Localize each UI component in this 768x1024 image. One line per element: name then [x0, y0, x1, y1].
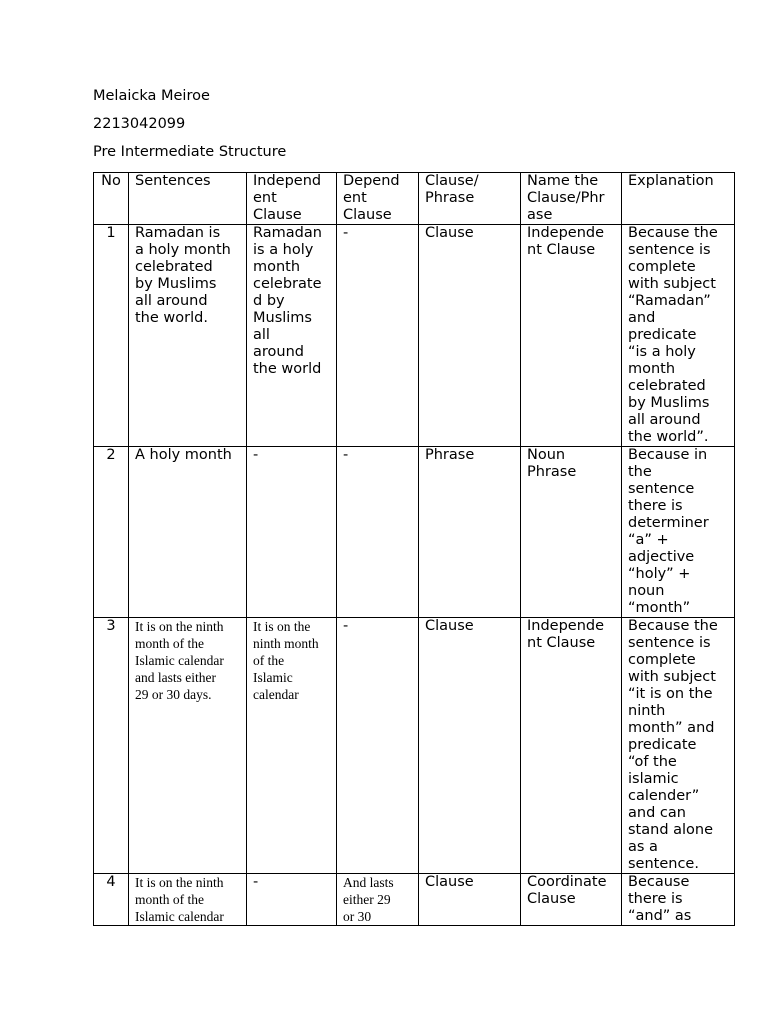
dependent-clause-cell: -: [337, 225, 419, 447]
student-name: Melaicka Meiroe: [93, 88, 210, 104]
header-independent-clause: Independ ent Clause: [247, 173, 337, 225]
sentence-cell: It is on the ninth month of the Islamic calendar and lasts either 29 or 30 days.: [129, 618, 247, 874]
independent-clause-cell: -: [247, 874, 337, 926]
course-title: Pre Intermediate Structure: [93, 144, 287, 160]
clause-phrase-cell: Clause: [419, 874, 521, 926]
sentence-cell: A holy month: [129, 447, 247, 618]
header-name-clause-phrase: Name the Clause/Phr ase: [521, 173, 622, 225]
independent-clause-cell: It is on the ninth month of the Islamic calendar: [247, 618, 337, 874]
row-number: 4: [94, 874, 129, 926]
independent-clause-cell: -: [247, 447, 337, 618]
explanation-cell: Because in the sentence there is determiner “a” + adjective “holy” + noun “month”: [622, 447, 735, 618]
dependent-clause-cell: -: [337, 447, 419, 618]
explanation-cell: Because the sentence is complete with subject “it is on the ninth month” and predicate “of the islamic calender” and can stand alone as a sentence.: [622, 618, 735, 874]
clause-phrase-cell: Clause: [419, 225, 521, 447]
name-cell: Noun Phrase: [521, 447, 622, 618]
student-id: 2213042099: [93, 116, 186, 132]
name-cell: Independe nt Clause: [521, 225, 622, 447]
sentence-cell: Ramadan is a holy month celebrated by Muslims all around the world.: [129, 225, 247, 447]
independent-clause-cell: Ramadan is a holy month celebrate d by Muslims all around the world: [247, 225, 337, 447]
table-row: [94, 225, 735, 447]
structure-table: [93, 172, 735, 926]
row-number: 3: [94, 618, 129, 874]
header-no: No: [94, 173, 129, 225]
sentence-cell: It is on the ninth month of the Islamic calendar: [129, 874, 247, 926]
explanation-cell: Because there is “and” as: [622, 874, 735, 926]
name-cell: Independe nt Clause: [521, 618, 622, 874]
row-number: 1: [94, 225, 129, 447]
header-explanation: Explanation: [622, 173, 735, 225]
header-dependent-clause: Depend ent Clause: [337, 173, 419, 225]
table-row: [94, 447, 735, 618]
name-cell: Coordinate Clause: [521, 874, 622, 926]
clause-phrase-cell: Phrase: [419, 447, 521, 618]
table-row: [94, 874, 735, 926]
row-number: 2: [94, 447, 129, 618]
table-row: [94, 618, 735, 874]
header-sentences: Sentences: [129, 173, 247, 225]
dependent-clause-cell: -: [337, 618, 419, 874]
table-header-row: [94, 173, 735, 225]
dependent-clause-cell: And lasts either 29 or 30: [337, 874, 419, 926]
header-clause-phrase: Clause/ Phrase: [419, 173, 521, 225]
clause-phrase-cell: Clause: [419, 618, 521, 874]
explanation-cell: Because the sentence is complete with subject “Ramadan” and predicate “is a holy month celebrated by Muslims all around the world”.: [622, 225, 735, 447]
